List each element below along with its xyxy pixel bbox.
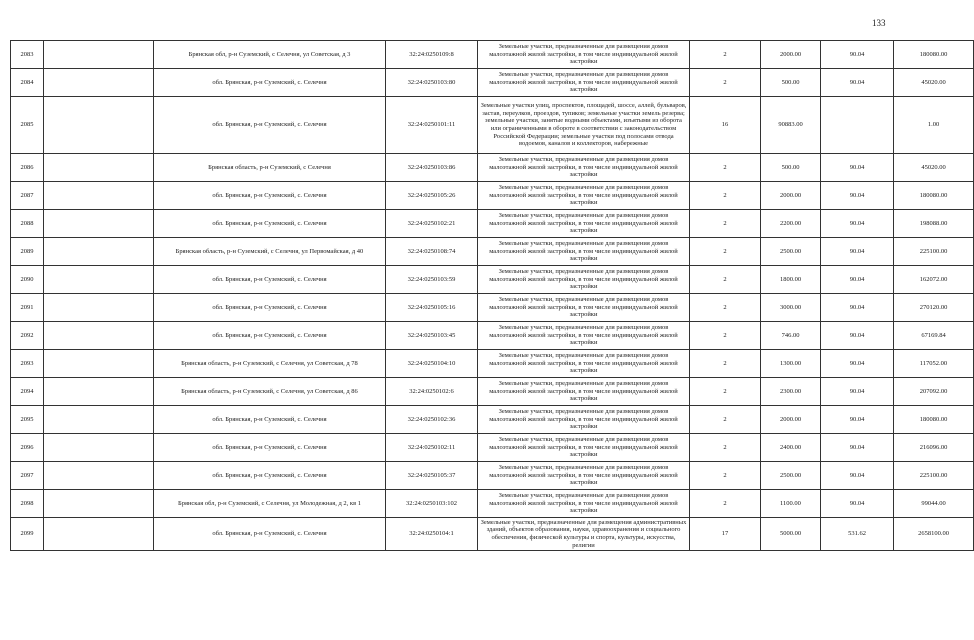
table-row xyxy=(11,350,974,378)
row-number: 2085 xyxy=(11,97,44,154)
rate-cell: 531.62 xyxy=(821,518,894,551)
land-use-cell: Земельные участки, предназначенные для размещения домов малоэтажной жилой застройки, в том числе индивидуальной жилой застройки xyxy=(478,182,690,210)
cadastral-number-cell: 32:24:0250103:59 xyxy=(386,266,478,294)
address-cell: Брянская обл, р-н Суземский, с Селечня, ул Молодежная, д 2, кв 1 xyxy=(154,490,386,518)
use-code-cell: 2 xyxy=(690,41,761,69)
land-use-cell: Земельные участки, предназначенные для размещения административных зданий, объектов образования, науки, здравоохранения и социального обеспечения, физической культуры и спорта, культуры, искусства, религии xyxy=(478,518,690,551)
address-cell: обл. Брянская, р-н Суземский, с. Селечня xyxy=(154,210,386,238)
row-number: 2089 xyxy=(11,238,44,266)
empty-cell xyxy=(44,406,154,434)
row-number: 2099 xyxy=(11,518,44,551)
rate-cell: 90.04 xyxy=(821,490,894,518)
rate-cell: 90.04 xyxy=(821,210,894,238)
area-cell: 3000.00 xyxy=(761,294,821,322)
cadastral-number-cell: 32:24:0250103:86 xyxy=(386,154,478,182)
cadastral-number-cell: 32:24:0250109:8 xyxy=(386,41,478,69)
use-code-cell: 2 xyxy=(690,238,761,266)
table-row xyxy=(11,518,974,551)
empty-cell xyxy=(44,41,154,69)
row-number: 2098 xyxy=(11,490,44,518)
area-cell: 1100.00 xyxy=(761,490,821,518)
table-row xyxy=(11,294,974,322)
cadastral-value-cell: 216096.00 xyxy=(894,434,974,462)
cadastral-value-cell: 207092.00 xyxy=(894,378,974,406)
row-number: 2092 xyxy=(11,322,44,350)
area-cell: 2000.00 xyxy=(761,182,821,210)
address-cell: Брянская обл, р-н Суземский, с Селечня, ул Советская, д 3 xyxy=(154,41,386,69)
cadastral-value-cell: 117052.00 xyxy=(894,350,974,378)
row-number: 2094 xyxy=(11,378,44,406)
table-row xyxy=(11,238,974,266)
area-cell: 746.00 xyxy=(761,322,821,350)
empty-cell xyxy=(44,462,154,490)
empty-cell xyxy=(44,294,154,322)
area-cell: 500.00 xyxy=(761,154,821,182)
row-number: 2095 xyxy=(11,406,44,434)
address-cell: обл. Брянская, р-н Суземский, с. Селечня xyxy=(154,294,386,322)
use-code-cell: 2 xyxy=(690,434,761,462)
page-number: 133 xyxy=(872,18,886,28)
address-cell: Брянская область, р-н Суземский, с Селечня xyxy=(154,154,386,182)
land-use-cell: Земельные участки, предназначенные для размещения домов малоэтажной жилой застройки, в том числе индивидуальной жилой застройки xyxy=(478,210,690,238)
use-code-cell: 2 xyxy=(690,350,761,378)
table-row xyxy=(11,378,974,406)
land-use-cell: Земельные участки, предназначенные для размещения домов малоэтажной жилой застройки, в том числе индивидуальной жилой застройки xyxy=(478,350,690,378)
empty-cell xyxy=(44,266,154,294)
land-use-cell: Земельные участки, предназначенные для размещения домов малоэтажной жилой застройки, в том числе индивидуальной жилой застройки xyxy=(478,69,690,97)
area-cell: 2200.00 xyxy=(761,210,821,238)
rate-cell: 90.04 xyxy=(821,378,894,406)
use-code-cell: 2 xyxy=(690,69,761,97)
empty-cell xyxy=(44,154,154,182)
cadastral-number-cell: 32:24:0250103:80 xyxy=(386,69,478,97)
cadastral-value-cell: 45020.00 xyxy=(894,154,974,182)
cadastral-value-cell: 225100.00 xyxy=(894,462,974,490)
cadastral-value-cell: 198088.00 xyxy=(894,210,974,238)
table-row xyxy=(11,434,974,462)
use-code-cell: 2 xyxy=(690,154,761,182)
empty-cell xyxy=(44,238,154,266)
land-use-cell: Земельные участки, предназначенные для размещения домов малоэтажной жилой застройки, в том числе индивидуальной жилой застройки xyxy=(478,406,690,434)
cadastral-value-cell: 180080.00 xyxy=(894,406,974,434)
rate-cell: 90.04 xyxy=(821,41,894,69)
row-number: 2084 xyxy=(11,69,44,97)
use-code-cell: 2 xyxy=(690,490,761,518)
land-use-cell: Земельные участки, предназначенные для размещения домов малоэтажной жилой застройки, в том числе индивидуальной жилой застройки xyxy=(478,266,690,294)
area-cell: 90883.00 xyxy=(761,97,821,154)
rate-cell: 90.04 xyxy=(821,182,894,210)
rate-cell xyxy=(821,97,894,154)
land-use-cell: Земельные участки, предназначенные для размещения домов малоэтажной жилой застройки, в том числе индивидуальной жилой застройки xyxy=(478,41,690,69)
land-use-cell: Земельные участки, предназначенные для размещения домов малоэтажной жилой застройки, в том числе индивидуальной жилой застройки xyxy=(478,490,690,518)
use-code-cell: 2 xyxy=(690,462,761,490)
row-number: 2087 xyxy=(11,182,44,210)
rate-cell: 90.04 xyxy=(821,434,894,462)
use-code-cell: 2 xyxy=(690,182,761,210)
empty-cell xyxy=(44,350,154,378)
rate-cell: 90.04 xyxy=(821,350,894,378)
area-cell: 2400.00 xyxy=(761,434,821,462)
area-cell: 2300.00 xyxy=(761,378,821,406)
empty-cell xyxy=(44,490,154,518)
area-cell: 2500.00 xyxy=(761,238,821,266)
land-use-cell: Земельные участки, предназначенные для размещения домов малоэтажной жилой застройки, в том числе индивидуальной жилой застройки xyxy=(478,322,690,350)
address-cell: обл. Брянская, р-н Суземский, с. Селечня xyxy=(154,266,386,294)
address-cell: обл. Брянская, р-н Суземский, с. Селечня xyxy=(154,97,386,154)
rate-cell: 90.04 xyxy=(821,294,894,322)
land-use-cell: Земельные участки, предназначенные для размещения домов малоэтажной жилой застройки, в том числе индивидуальной жилой застройки xyxy=(478,462,690,490)
cadastral-value-cell: 67169.84 xyxy=(894,322,974,350)
area-cell: 1800.00 xyxy=(761,266,821,294)
table-row xyxy=(11,154,974,182)
cadastral-number-cell: 32:24:0250105:26 xyxy=(386,182,478,210)
address-cell: обл. Брянская, р-н Суземский, с. Селечня xyxy=(154,462,386,490)
table-row xyxy=(11,182,974,210)
use-code-cell: 17 xyxy=(690,518,761,551)
land-use-cell: Земельные участки, предназначенные для размещения домов малоэтажной жилой застройки, в том числе индивидуальной жилой застройки xyxy=(478,378,690,406)
row-number: 2093 xyxy=(11,350,44,378)
row-number: 2090 xyxy=(11,266,44,294)
use-code-cell: 16 xyxy=(690,97,761,154)
cadastral-number-cell: 32:24:0250102:21 xyxy=(386,210,478,238)
cadastral-number-cell: 32:24:0250104:1 xyxy=(386,518,478,551)
empty-cell xyxy=(44,434,154,462)
address-cell: обл. Брянская, р-н Суземский, с. Селечня xyxy=(154,434,386,462)
table-row xyxy=(11,210,974,238)
use-code-cell: 2 xyxy=(690,210,761,238)
row-number: 2083 xyxy=(11,41,44,69)
cadastral-value-cell: 225100.00 xyxy=(894,238,974,266)
empty-cell xyxy=(44,69,154,97)
area-cell: 5000.00 xyxy=(761,518,821,551)
rate-cell: 90.04 xyxy=(821,462,894,490)
row-number: 2088 xyxy=(11,210,44,238)
row-number: 2097 xyxy=(11,462,44,490)
address-cell: Брянская область, р-н Суземский, с Селечня, ул Советская, д 78 xyxy=(154,350,386,378)
empty-cell xyxy=(44,97,154,154)
address-cell: Брянская область, р-н Суземский, с Селечня, ул Советская, д 86 xyxy=(154,378,386,406)
row-number: 2091 xyxy=(11,294,44,322)
cadastral-value-cell: 1.00 xyxy=(894,97,974,154)
row-number: 2096 xyxy=(11,434,44,462)
use-code-cell: 2 xyxy=(690,294,761,322)
rate-cell: 90.04 xyxy=(821,238,894,266)
table-row xyxy=(11,322,974,350)
table-row xyxy=(11,266,974,294)
cadastral-number-cell: 32:24:0250103:45 xyxy=(386,322,478,350)
cadastral-number-cell: 32:24:0250103:102 xyxy=(386,490,478,518)
land-registry-table xyxy=(10,40,974,551)
area-cell: 1300.00 xyxy=(761,350,821,378)
cadastral-number-cell: 32:24:0250102:36 xyxy=(386,406,478,434)
table-row xyxy=(11,406,974,434)
rate-cell: 90.04 xyxy=(821,266,894,294)
cadastral-value-cell: 180080.00 xyxy=(894,182,974,210)
land-use-cell: Земельные участки улиц, проспектов, площадей, шоссе, аллей, бульваров, застав, переулков, проездов, тупиков; земельные участки земель резерва; земельные участки, занятые водными объектами, изъятыми из оборота или ограниченными в обороте в соответствии с законодательством Российской Федерации; земельные участки под полосами отвода водоемов, каналов и коллекторов, набережные xyxy=(478,97,690,154)
use-code-cell: 2 xyxy=(690,378,761,406)
cadastral-value-cell: 180080.00 xyxy=(894,41,974,69)
empty-cell xyxy=(44,210,154,238)
area-cell: 2000.00 xyxy=(761,406,821,434)
address-cell: обл. Брянская, р-н Суземский, с. Селечня xyxy=(154,518,386,551)
use-code-cell: 2 xyxy=(690,406,761,434)
address-cell: обл. Брянская, р-н Суземский, с. Селечня xyxy=(154,406,386,434)
land-use-cell: Земельные участки, предназначенные для размещения домов малоэтажной жилой застройки, в том числе индивидуальной жилой застройки xyxy=(478,434,690,462)
cadastral-number-cell: 32:24:0250102:6 xyxy=(386,378,478,406)
empty-cell xyxy=(44,322,154,350)
cadastral-value-cell: 162072.00 xyxy=(894,266,974,294)
cadastral-value-cell: 2658100.00 xyxy=(894,518,974,551)
area-cell: 2500.00 xyxy=(761,462,821,490)
rate-cell: 90.04 xyxy=(821,406,894,434)
cadastral-number-cell: 32:24:0250104:10 xyxy=(386,350,478,378)
cadastral-value-cell: 99044.00 xyxy=(894,490,974,518)
rate-cell: 90.04 xyxy=(821,69,894,97)
table-row xyxy=(11,490,974,518)
cadastral-value-cell: 270120.00 xyxy=(894,294,974,322)
empty-cell xyxy=(44,518,154,551)
table-row xyxy=(11,41,974,69)
rate-cell: 90.04 xyxy=(821,322,894,350)
table-row xyxy=(11,69,974,97)
cadastral-number-cell: 32:24:0250102:11 xyxy=(386,434,478,462)
cadastral-number-cell: 32:24:0250105:16 xyxy=(386,294,478,322)
address-cell: обл. Брянская, р-н Суземский, с. Селечня xyxy=(154,322,386,350)
area-cell: 2000.00 xyxy=(761,41,821,69)
land-use-cell: Земельные участки, предназначенные для размещения домов малоэтажной жилой застройки, в том числе индивидуальной жилой застройки xyxy=(478,294,690,322)
cadastral-value-cell: 45020.00 xyxy=(894,69,974,97)
area-cell: 500.00 xyxy=(761,69,821,97)
table-row xyxy=(11,97,974,154)
land-use-cell: Земельные участки, предназначенные для размещения домов малоэтажной жилой застройки, в том числе индивидуальной жилой застройки xyxy=(478,238,690,266)
cadastral-number-cell: 32:24:0250101:11 xyxy=(386,97,478,154)
row-number: 2086 xyxy=(11,154,44,182)
land-use-cell: Земельные участки, предназначенные для размещения домов малоэтажной жилой застройки, в том числе индивидуальной жилой застройки xyxy=(478,154,690,182)
address-cell: обл. Брянская, р-н Суземский, с. Селечня xyxy=(154,182,386,210)
cadastral-number-cell: 32:24:0250105:37 xyxy=(386,462,478,490)
empty-cell xyxy=(44,182,154,210)
use-code-cell: 2 xyxy=(690,266,761,294)
address-cell: Брянская область, р-н Суземский, с Селечня, ул Первомайская, д 40 xyxy=(154,238,386,266)
address-cell: обл. Брянская, р-н Суземский, с. Селечня xyxy=(154,69,386,97)
rate-cell: 90.04 xyxy=(821,154,894,182)
empty-cell xyxy=(44,378,154,406)
use-code-cell: 2 xyxy=(690,322,761,350)
table-row xyxy=(11,462,974,490)
cadastral-number-cell: 32:24:0250108:74 xyxy=(386,238,478,266)
